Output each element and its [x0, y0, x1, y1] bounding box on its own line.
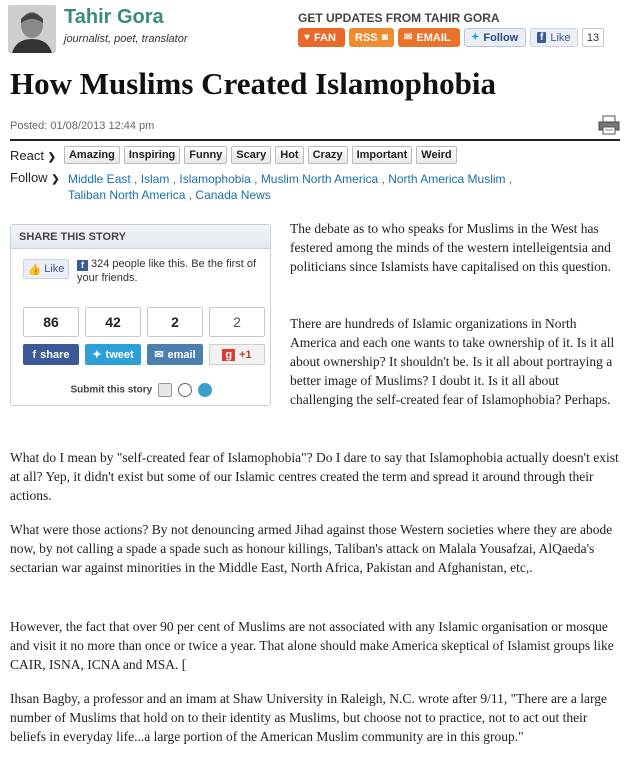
follow-links: Middle East , Islam , Islamophobia , Muslim North America , North America Muslim , Taliban North America , Canada News	[68, 172, 513, 202]
react-label: React ❯	[10, 147, 56, 163]
follow-link-islam[interactable]: Islam	[140, 172, 170, 186]
paragraph-4: What were those actions? By not denouncing armed Jihad against those Western societies where they are abode now, by not calling a spade a spade such as honour killings, Taliban's attack on Malala Yousafzai, AlQaeda's sectarian war against minorities in the Middle East, North Africa, Pakistan and Afghanistan, etc,.	[10, 522, 613, 575]
react-tag-amazing[interactable]: Amazing	[64, 146, 120, 164]
plus-one-label: +1	[239, 348, 252, 361]
tweet-button[interactable]	[85, 344, 141, 365]
posted-date: Posted: 01/08/2013 12:44 pm	[10, 120, 155, 132]
social-buttons	[298, 28, 604, 47]
author-name[interactable]: Tahir Gora	[64, 6, 164, 28]
google-plus-count: 2	[209, 307, 265, 337]
rss-button[interactable]	[349, 28, 394, 47]
author-description: journalist, poet, translator	[64, 33, 188, 45]
follow-label: Follow	[483, 31, 519, 44]
fan-label: FAN	[313, 31, 336, 44]
submit-label: Submit this story	[70, 384, 153, 396]
follow-link-north-america-muslim[interactable]: North America Muslim	[388, 172, 506, 186]
facebook-icon: f	[77, 260, 88, 271]
chevron-right-icon: ❯	[47, 151, 56, 163]
facebook-icon: f	[537, 32, 546, 43]
paragraph-6: Ihsan Bagby, a professor and an imam at Shaw University in Raleigh, N.C. wrote after 9/11, "There are a large number of Muslims that hold on to their identity as Muslims, but choose not to practice, not to act out their beliefs in everyday life...a large portion of the American Muslim community are in this group."	[10, 691, 607, 744]
article-title: How Muslims Created Islamophobia	[10, 66, 496, 101]
email-label: EMAIL	[416, 31, 451, 44]
email-share-count: 2	[147, 307, 203, 337]
paragraph-2: There are hundreds of Islamic organizations in North America and each one wants to take ownership of it. Is it all about ownership? It shouldn't be. Is it all about portraying a better image of Muslims? I doubt it. Is it all about challenging the self-created fear of Islamophobia? Perhaps.	[290, 316, 615, 407]
digg-icon[interactable]	[158, 383, 172, 397]
reddit-icon[interactable]	[178, 383, 192, 397]
like-summary-text: 324 people like this. Be the first of your friends.	[77, 258, 257, 284]
facebook-share-count: 86	[23, 307, 79, 337]
print-icon[interactable]	[598, 115, 620, 135]
react-tag-important[interactable]: Important	[352, 146, 413, 164]
react-tag-crazy[interactable]: Crazy	[308, 146, 348, 164]
tweet-label: tweet	[105, 348, 134, 361]
like-count: 13	[582, 28, 604, 47]
email-updates-button[interactable]	[398, 28, 460, 47]
chevron-right-icon: ❯	[51, 174, 60, 185]
google-plus-button[interactable]	[209, 344, 265, 365]
heart-icon: ♥	[304, 32, 310, 43]
author-header	[0, 0, 632, 62]
submit-row	[11, 383, 271, 397]
facebook-icon: f	[32, 348, 37, 361]
follow-link-taliban-north-america[interactable]: Taliban North America	[68, 188, 186, 202]
follow-label: Follow ❯	[10, 170, 60, 185]
email-share-label: email	[167, 348, 196, 361]
paragraph-5: However, the fact that over 90 per cent of Muslims are not associated with any Islamic organisation or mosque and visit it no more than once or twice a year. That alone should make America skeptical of Islamist groups like CAIR, ISNA, ICNA and MSA. [	[10, 619, 614, 672]
twitter-share-count: 42	[85, 307, 141, 337]
facebook-like-button[interactable]	[530, 28, 578, 47]
react-tag-funny[interactable]: Funny	[184, 146, 227, 164]
twitter-bird-icon: ✦	[92, 349, 102, 361]
paragraph-1: The debate as to who speaks for Muslims in the West has festered among the minds of the western intelleigentsia and politicians since Islamists have capitalised on this question.	[290, 221, 611, 274]
thumbs-up-icon: 👍	[27, 263, 42, 276]
author-avatar[interactable]	[8, 5, 56, 53]
react-tag-weird[interactable]: Weird	[416, 146, 456, 164]
rss-label: RSS	[355, 31, 378, 44]
email-share-button[interactable]	[147, 344, 203, 365]
react-tag-hot[interactable]: Hot	[275, 146, 303, 164]
title-divider	[10, 139, 620, 141]
like-summary	[77, 257, 267, 285]
updates-label: GET UPDATES FROM TAHIR GORA	[298, 11, 500, 25]
paragraph-3: What do I mean by "self-created fear of Islamophobia"? Do I dare to say that Islamophobia actually doesn't exist at all? Yep, it didn't exist but some of our Islamic centres created the term and spread it around through their actions.	[10, 450, 619, 503]
react-tag-scary[interactable]: Scary	[231, 146, 271, 164]
follow-link-muslim-north-america[interactable]: Muslim North America	[260, 172, 379, 186]
follow-link-islamophobia[interactable]: Islamophobia	[179, 172, 251, 186]
share-box	[10, 224, 271, 406]
react-tag-inspiring[interactable]: Inspiring	[124, 146, 180, 164]
like-label: Like	[550, 31, 571, 44]
share-like-button[interactable]	[23, 259, 69, 279]
like-area	[23, 257, 259, 289]
google-g-icon: g	[222, 349, 235, 361]
follow-link-canada-news[interactable]: Canada News	[195, 188, 271, 202]
follow-link-middle-east[interactable]: Middle East	[68, 172, 131, 186]
share-label: share	[40, 348, 70, 361]
fan-button[interactable]	[298, 28, 345, 47]
twitter-bird-icon: ✦	[471, 32, 480, 43]
facebook-share-button[interactable]	[23, 344, 79, 365]
envelope-icon: ✉	[154, 349, 164, 361]
share-heading: SHARE THIS STORY	[11, 225, 270, 249]
react-row	[10, 146, 457, 164]
twitter-follow-button[interactable]	[464, 28, 526, 47]
rss-icon: ◙	[381, 32, 388, 43]
share-like-label: Like	[44, 263, 65, 275]
envelope-icon: ✉	[404, 32, 413, 43]
stumbleupon-icon[interactable]	[198, 383, 212, 397]
